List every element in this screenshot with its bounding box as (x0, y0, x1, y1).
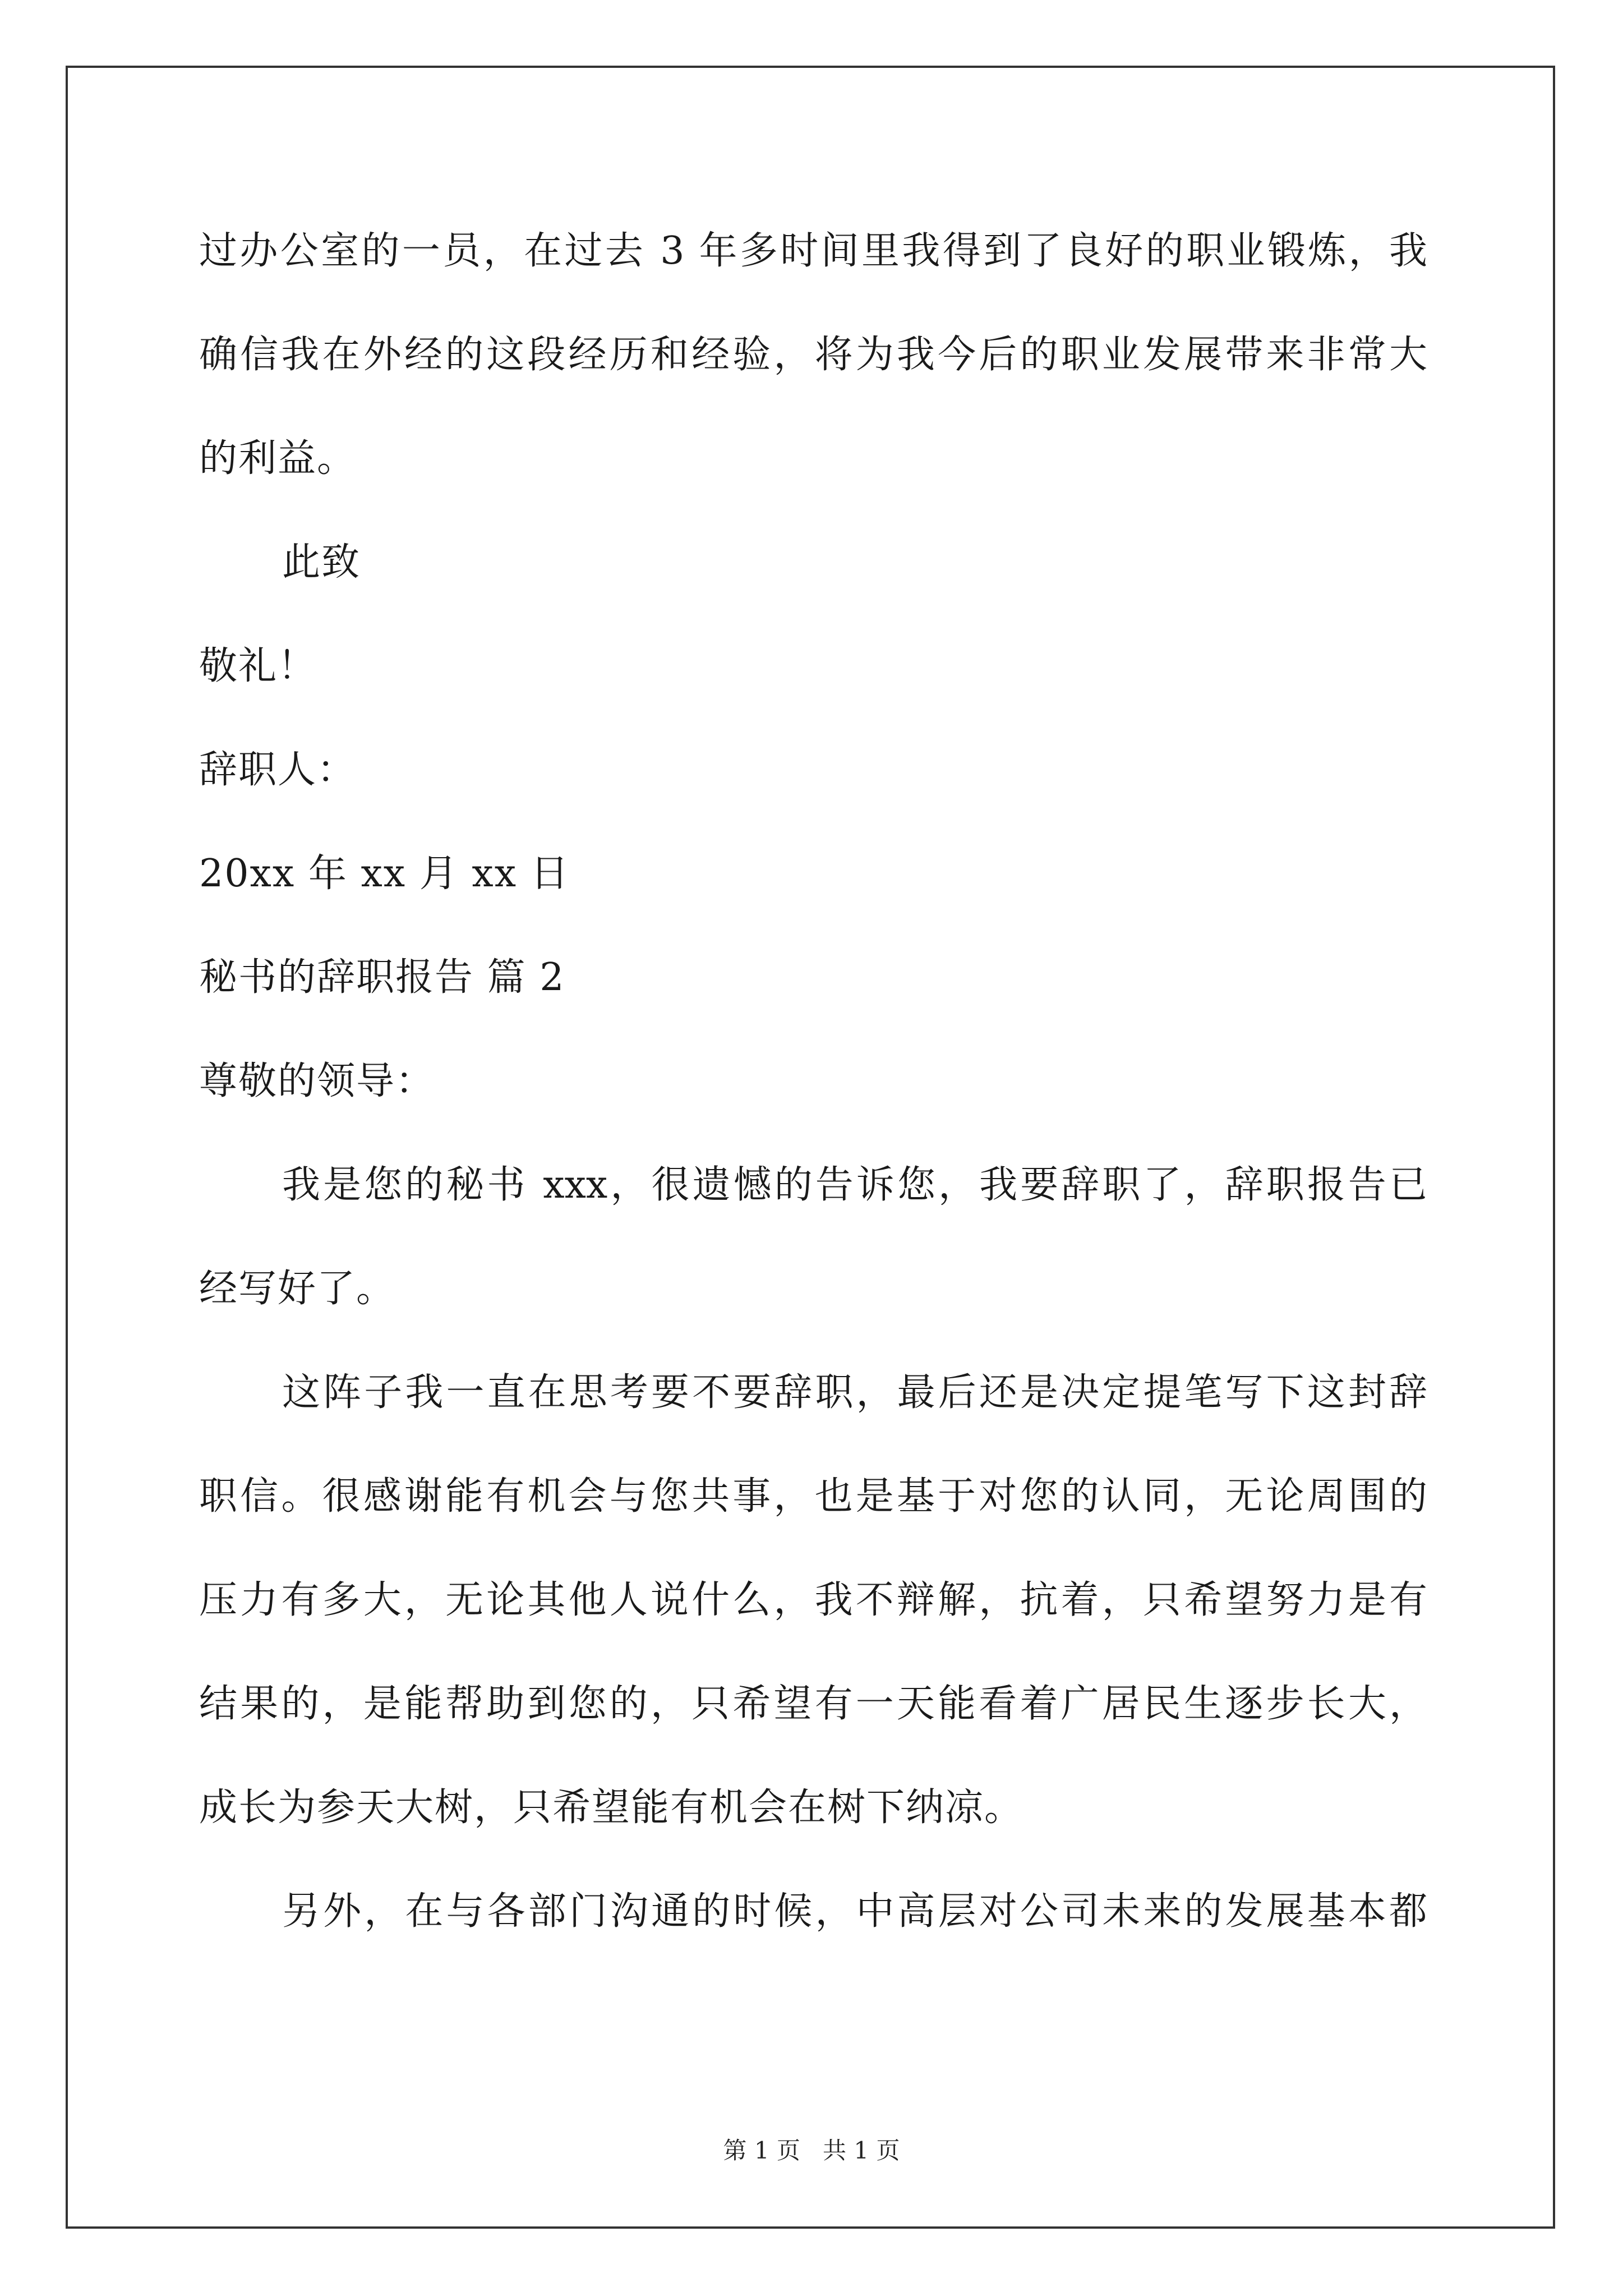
closing-regards: 敬礼！ (199, 644, 317, 688)
page-footer: 第 1 页 共 1 页 (723, 2137, 900, 2164)
body-line-10: 我是您的秘书 xxx，很遗憾的告诉您，我要辞职了，辞职报告已 (282, 1163, 1427, 1207)
body-line-1: 过办公室的一员，在过去 3 年多时间里我得到了良好的职业锻炼，我 (199, 229, 1427, 273)
body-line-14: 压力有多大，无论其他人说什么，我不辩解，抗着，只希望努力是有 (199, 1578, 1427, 1622)
body-line-17: 另外，在与各部门沟通的时候，中高层对公司未来的发展基本都 (282, 1889, 1427, 1934)
body-line-3: 的利益。 (199, 436, 357, 481)
closing-salutation: 此致 (282, 540, 361, 585)
body-line-12: 这阵子我一直在思考要不要辞职，最后还是决定提笔写下这封辞 (282, 1370, 1427, 1415)
section-heading: 秘书的辞职报告 篇 2 (199, 955, 565, 1000)
body-line-15: 结果的，是能帮助到您的，只希望有一天能看着广居民生逐步长大， (199, 1682, 1427, 1726)
greeting-line: 尊敬的领导： (199, 1059, 435, 1103)
date-line: 20xx 年 xx 月 xx 日 (199, 852, 570, 896)
body-line-13: 职信。很感谢能有机会与您共事，也是基于对您的认同，无论周围的 (199, 1474, 1427, 1519)
signature-label: 辞职人： (199, 748, 357, 792)
body-line-2: 确信我在外经的这段经历和经验，将为我今后的职业发展带来非常大 (199, 333, 1427, 377)
body-line-11: 经写好了。 (199, 1267, 396, 1311)
body-line-16: 成长为参天大树，只希望能有机会在树下纳凉。 (199, 1786, 1024, 1830)
